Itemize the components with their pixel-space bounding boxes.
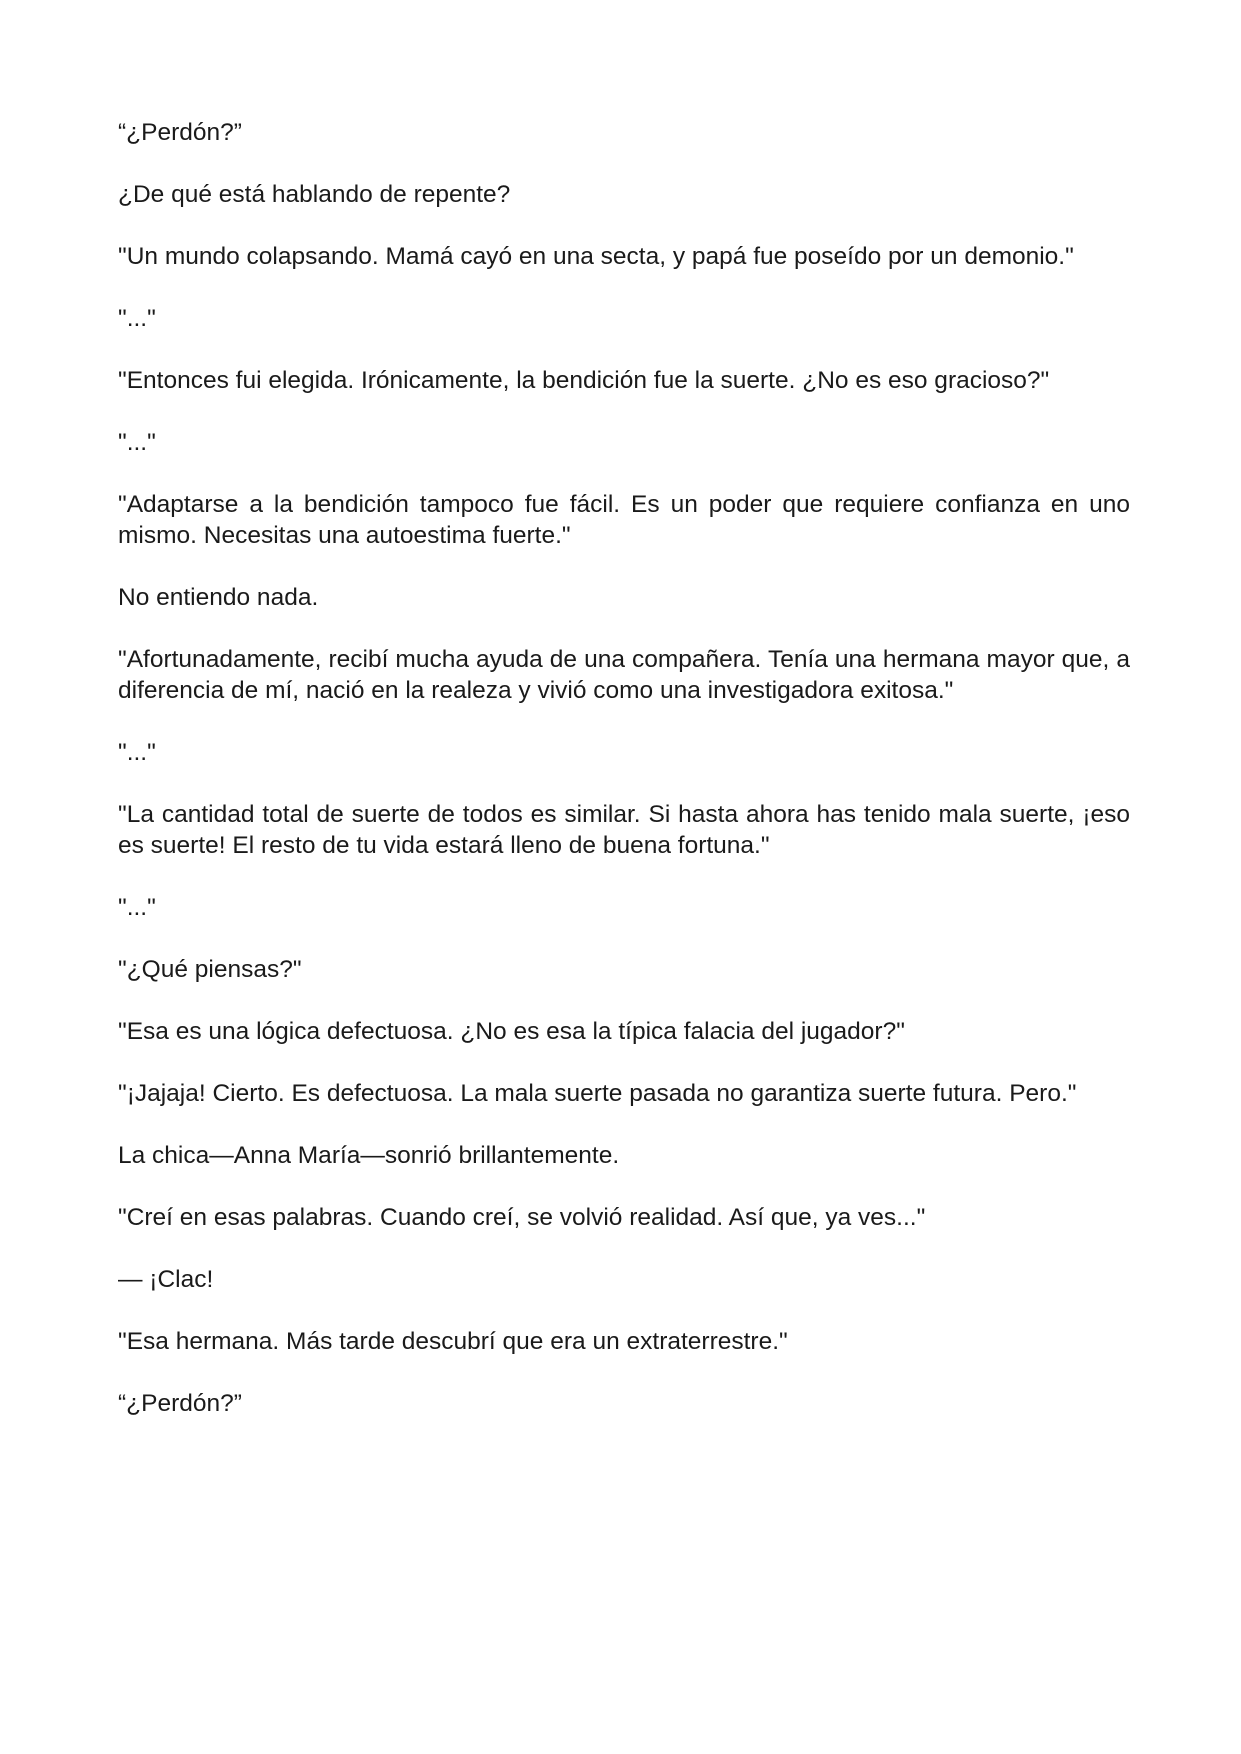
paragraph: "¡Jajaja! Cierto. Es defectuosa. La mala suerte pasada no garantiza suerte futura. Pero." <box>118 1080 1077 1107</box>
paragraph: "La cantidad total de suerte de todos es similar. Si hasta ahora has tenido mala suerte, ¡eso es suerte! El resto de tu vida estará lleno de buena fortuna." <box>118 801 1130 859</box>
paragraph: "Entonces fui elegida. Irónicamente, la bendición fue la suerte. ¿No es eso gracioso?" <box>118 367 1050 394</box>
paragraph: "Adaptarse a la bendición tampoco fue fácil. Es un poder que requiere confianza en uno mismo. Necesitas una autoestima fuerte." <box>118 491 1130 549</box>
paragraph: "..." <box>118 739 156 766</box>
paragraph: La chica—Anna María—sonrió brillantemente. <box>118 1142 620 1169</box>
paragraph: "Creí en esas palabras. Cuando creí, se volvió realidad. Así que, ya ves..." <box>118 1204 926 1231</box>
paragraph: “¿Perdón?” <box>118 1390 242 1417</box>
document-body <box>118 117 1130 1450</box>
paragraph: ¿De qué está hablando de repente? <box>118 181 511 208</box>
paragraph: "¿Qué piensas?" <box>118 956 302 983</box>
paragraph: "Esa es una lógica defectuosa. ¿No es esa la típica falacia del jugador?" <box>118 1018 905 1045</box>
paragraph: — ¡Clac! <box>118 1266 214 1293</box>
paragraph: "..." <box>118 305 156 332</box>
paragraph: "..." <box>118 429 156 456</box>
paragraph: "Un mundo colapsando. Mamá cayó en una secta, y papá fue poseído por un demonio." <box>118 243 1074 270</box>
paragraph: "Esa hermana. Más tarde descubrí que era un extraterrestre." <box>118 1328 788 1355</box>
paragraph: “¿Perdón?” <box>118 119 242 146</box>
paragraph: "..." <box>118 894 156 921</box>
paragraph: "Afortunadamente, recibí mucha ayuda de una compañera. Tenía una hermana mayor que, a diferencia de mí, nació en la realeza y vivió como una investigadora exitosa." <box>118 646 1130 704</box>
paragraph: No entiendo nada. <box>118 584 319 611</box>
